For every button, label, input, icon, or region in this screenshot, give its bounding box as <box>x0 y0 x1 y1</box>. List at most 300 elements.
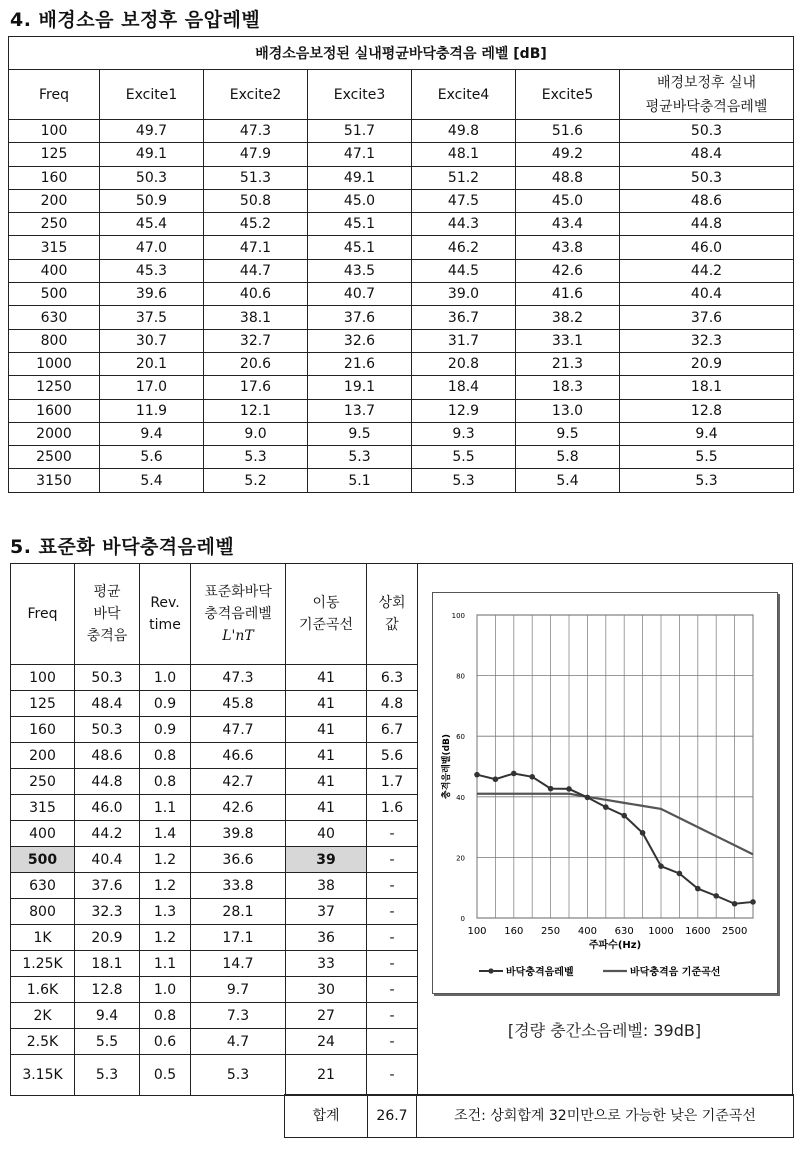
table-cell: 1.2 <box>140 925 191 951</box>
table-cell: 31.7 <box>412 329 516 352</box>
table-cell: 41.6 <box>516 283 620 306</box>
table-cell: 40 <box>286 821 367 847</box>
table-cell: 0.8 <box>140 769 191 795</box>
table-caption: 배경소음보정된 실내평균바닥충격음 레벨 [dB] <box>9 37 794 70</box>
table-cell: 2K <box>11 1003 75 1029</box>
table-cell: 28.1 <box>191 899 286 925</box>
table-cell: 47.9 <box>204 143 308 166</box>
table-cell: 800 <box>11 899 75 925</box>
table-cell: 48.1 <box>412 143 516 166</box>
table-cell: 400 <box>11 821 75 847</box>
table-cell: 33.1 <box>516 329 620 352</box>
table-cell: 44.3 <box>412 213 516 236</box>
table-cell: 9.5 <box>308 422 412 445</box>
table-cell: 44.2 <box>620 259 794 282</box>
table-cell: 48.4 <box>620 143 794 166</box>
table-cell: 1.2 <box>140 873 191 899</box>
y-tick-label: 80 <box>456 672 465 681</box>
table-row <box>9 189 794 212</box>
table-row <box>9 283 794 306</box>
col-header-avg-2: 바닥 <box>93 606 121 622</box>
table-cell: 41 <box>286 795 367 821</box>
col-header-excite4: Excite4 <box>412 70 516 120</box>
table-cell: - <box>367 951 418 977</box>
col-header-excite3: Excite3 <box>308 70 412 120</box>
table-row <box>9 306 794 329</box>
table-cell: 46.6 <box>191 743 286 769</box>
table-cell: 18.4 <box>412 376 516 399</box>
table-cell: 20.1 <box>100 352 204 375</box>
table-cell: 33.8 <box>191 873 286 899</box>
col-header-diff <box>367 564 418 665</box>
table-cell: 51.6 <box>516 120 620 143</box>
table-cell: 500 <box>9 283 100 306</box>
table-cell: 38.1 <box>204 306 308 329</box>
table-cell: 12.1 <box>204 399 308 422</box>
table-cell: 41 <box>286 717 367 743</box>
data-point <box>493 776 499 782</box>
table-cell: 1250 <box>9 376 100 399</box>
table-cell: 12.8 <box>620 399 794 422</box>
table-cell: - <box>367 1003 418 1029</box>
table-cell: 1.6 <box>367 795 418 821</box>
table-cell: 37.6 <box>620 306 794 329</box>
table-cell: 50.3 <box>75 717 140 743</box>
table-cell: 1.0 <box>140 977 191 1003</box>
table-row <box>11 951 418 977</box>
col-header-std-1: 표준화바닥 <box>204 584 272 600</box>
table-cell: 37 <box>286 899 367 925</box>
data-point <box>511 771 517 777</box>
table-cell: - <box>367 977 418 1003</box>
table-cell: 40.4 <box>620 283 794 306</box>
col-header-rev <box>140 564 191 665</box>
table-cell: 48.6 <box>75 743 140 769</box>
data-point <box>585 795 591 801</box>
col-header-ref <box>286 564 367 665</box>
table-cell: 6.7 <box>367 717 418 743</box>
table-row <box>9 469 794 492</box>
table-cell: 630 <box>11 873 75 899</box>
data-point <box>640 830 646 836</box>
table-row <box>11 821 418 847</box>
table-cell: 44.2 <box>75 821 140 847</box>
section5-title: 5. 표준화 바닥충격음레벨 <box>10 536 235 558</box>
table-row <box>11 1029 418 1055</box>
table-cell: 1K <box>11 925 75 951</box>
table-row <box>9 166 794 189</box>
table-cell: 5.3 <box>620 469 794 492</box>
table-row <box>9 236 794 259</box>
table-cell: 39 <box>286 847 367 873</box>
x-tick-label: 400 <box>577 926 597 937</box>
table-cell: 32.3 <box>620 329 794 352</box>
table-row <box>11 769 418 795</box>
table-cell: 100 <box>11 665 75 691</box>
table-cell: 47.3 <box>191 665 286 691</box>
sum-value: 26.7 <box>368 1095 417 1137</box>
floor-impact-note: [경량 충간소음레벨: 39dB] <box>507 1021 702 1040</box>
table-cell: 800 <box>9 329 100 352</box>
col-header-average-line2: 평균바닥충격음레벨 <box>645 98 768 115</box>
table-cell: 49.1 <box>308 166 412 189</box>
table-cell: 36.7 <box>412 306 516 329</box>
table-cell: 38.2 <box>516 306 620 329</box>
y-tick-label: 20 <box>456 854 465 863</box>
table-cell: 40.6 <box>204 283 308 306</box>
table-row <box>9 422 794 445</box>
table-cell: 1.0 <box>140 665 191 691</box>
table-cell: 33 <box>286 951 367 977</box>
table-cell: 45.0 <box>516 189 620 212</box>
table-row <box>9 213 794 236</box>
table-cell: 1.1 <box>140 951 191 977</box>
table-cell: 20.9 <box>620 352 794 375</box>
table-cell: 49.7 <box>100 120 204 143</box>
legend-label-reference: 바닥충격음 기준곡선 <box>630 967 721 978</box>
table-cell: 0.8 <box>140 743 191 769</box>
x-tick-label: 250 <box>541 926 561 937</box>
table-cell: 39.0 <box>412 283 516 306</box>
table-cell: 1.2 <box>140 847 191 873</box>
table-cell: - <box>367 847 418 873</box>
table-cell: 43.8 <box>516 236 620 259</box>
table-cell: 20.8 <box>412 352 516 375</box>
table-cell: 5.5 <box>620 446 794 469</box>
plot-area <box>477 615 753 918</box>
table-cell: 20.9 <box>75 925 140 951</box>
table-cell: 12.9 <box>412 399 516 422</box>
table-cell: 45.3 <box>100 259 204 282</box>
table-cell: 400 <box>9 259 100 282</box>
data-point <box>658 863 664 869</box>
table-cell: 21.6 <box>308 352 412 375</box>
table-cell: 6.3 <box>367 665 418 691</box>
table-cell: 47.1 <box>308 143 412 166</box>
table-cell: 21.3 <box>516 352 620 375</box>
table-cell: 1000 <box>9 352 100 375</box>
table-cell: 50.9 <box>100 189 204 212</box>
table-cell: 4.7 <box>191 1029 286 1055</box>
table-cell: 20.6 <box>204 352 308 375</box>
table-cell: 24 <box>286 1029 367 1055</box>
table-cell: 7.3 <box>191 1003 286 1029</box>
x-tick-label: 160 <box>504 926 524 937</box>
data-point <box>732 901 738 907</box>
table-cell: 32.7 <box>204 329 308 352</box>
table-cell: 4.8 <box>367 691 418 717</box>
table-cell: 1.1 <box>140 795 191 821</box>
table-cell: 2.5K <box>11 1029 75 1055</box>
table-row <box>11 1055 418 1096</box>
table-cell: 5.8 <box>516 446 620 469</box>
table-cell: 9.4 <box>100 422 204 445</box>
table-row <box>11 873 418 899</box>
y-axis-label: 충격음레벨(dB) <box>442 734 452 799</box>
data-point <box>548 786 554 792</box>
table-cell: 500 <box>11 847 75 873</box>
table-cell: 17.1 <box>191 925 286 951</box>
table-row <box>11 977 418 1003</box>
table-cell: 41 <box>286 769 367 795</box>
table-cell: 51.2 <box>412 166 516 189</box>
table-cell: 2500 <box>9 446 100 469</box>
table-cell: 0.9 <box>140 691 191 717</box>
x-tick-label: 1000 <box>648 926 674 937</box>
condition-text: 조건: 상회합계 32미만으로 가능한 낮은 기준곡선 <box>454 1108 756 1124</box>
table-cell: 19.1 <box>308 376 412 399</box>
table-cell: 45.1 <box>308 236 412 259</box>
table-cell: 5.6 <box>100 446 204 469</box>
table-cell: 51.7 <box>308 120 412 143</box>
table-row <box>11 665 418 691</box>
col-header-freq: Freq <box>11 564 75 665</box>
table-cell: 0.6 <box>140 1029 191 1055</box>
table-cell: - <box>367 925 418 951</box>
table-cell: 41 <box>286 743 367 769</box>
table-cell: 48.4 <box>75 691 140 717</box>
table-cell: 37.5 <box>100 306 204 329</box>
table-cell: 49.8 <box>412 120 516 143</box>
table-cell: 42.6 <box>516 259 620 282</box>
col-header-avg-3: 충격음 <box>86 628 128 644</box>
x-tick-label: 2500 <box>721 926 748 937</box>
table-cell: 45.1 <box>308 213 412 236</box>
chart <box>432 592 778 994</box>
col-header-std-2: 충격음레벨 <box>204 606 272 622</box>
data-point <box>603 804 609 810</box>
col-header-ref-2: 기준곡선 <box>298 617 354 633</box>
table-cell: 9.7 <box>191 977 286 1003</box>
data-point <box>566 786 572 792</box>
table-cell: 315 <box>9 236 100 259</box>
table-cell: 5.1 <box>308 469 412 492</box>
table-cell: 2000 <box>9 422 100 445</box>
table-cell: 39.6 <box>100 283 204 306</box>
data-point <box>750 899 756 905</box>
table-row <box>11 847 418 873</box>
table-cell: 48.8 <box>516 166 620 189</box>
table-cell: 47.3 <box>204 120 308 143</box>
col-header-rev-2: time <box>149 617 181 633</box>
table-row <box>11 717 418 743</box>
table-cell: 5.3 <box>412 469 516 492</box>
table-cell: 46.0 <box>620 236 794 259</box>
sum-label: 합계 <box>285 1095 368 1137</box>
table-cell: 250 <box>9 213 100 236</box>
table-cell: 45.2 <box>204 213 308 236</box>
table-cell: 17.6 <box>204 376 308 399</box>
table-cell: 50.3 <box>75 665 140 691</box>
table-cell: 5.2 <box>204 469 308 492</box>
table-cell: 18.1 <box>620 376 794 399</box>
table-cell: 9.5 <box>516 422 620 445</box>
table-cell: 315 <box>11 795 75 821</box>
table-cell: 50.8 <box>204 189 308 212</box>
table-cell: 49.1 <box>100 143 204 166</box>
y-tick-label: 40 <box>456 793 465 802</box>
table-cell: 46.2 <box>412 236 516 259</box>
table-cell: 9.0 <box>204 422 308 445</box>
table-row <box>9 399 794 422</box>
table-cell: 5.3 <box>191 1055 286 1096</box>
data-point <box>695 886 701 892</box>
table-cell: 41 <box>286 691 367 717</box>
table-cell: 51.3 <box>204 166 308 189</box>
col-header-avg-1: 평균 <box>93 584 121 600</box>
x-tick-label: 630 <box>614 926 634 937</box>
table-cell: 41 <box>286 665 367 691</box>
table-cell: 45.8 <box>191 691 286 717</box>
corrected-level-table <box>8 36 794 493</box>
table-cell: 160 <box>9 166 100 189</box>
table-cell: 9.4 <box>620 422 794 445</box>
table-cell: 42.6 <box>191 795 286 821</box>
table-cell: 27 <box>286 1003 367 1029</box>
table-cell: 38 <box>286 873 367 899</box>
table-cell: 1.25K <box>11 951 75 977</box>
col-header-avg <box>75 564 140 665</box>
table-cell: 47.5 <box>412 189 516 212</box>
table-cell: 47.0 <box>100 236 204 259</box>
table-cell: 1600 <box>9 399 100 422</box>
table-cell: 40.7 <box>308 283 412 306</box>
table-cell: 50.3 <box>620 120 794 143</box>
table-cell: 250 <box>11 769 75 795</box>
table-cell: 1.3 <box>140 899 191 925</box>
col-header-std-symbol: L'nT <box>222 628 254 644</box>
table-cell: 11.9 <box>100 399 204 422</box>
col-header-diff-2: 값 <box>385 617 399 633</box>
table-cell: 5.3 <box>204 446 308 469</box>
table-cell: 18.1 <box>75 951 140 977</box>
data-point <box>529 774 535 780</box>
table-cell: 47.1 <box>204 236 308 259</box>
table-row <box>9 259 794 282</box>
table-cell: 21 <box>286 1055 367 1096</box>
table-cell: 125 <box>9 143 100 166</box>
table-cell: 39.8 <box>191 821 286 847</box>
table-cell: 40.4 <box>75 847 140 873</box>
table-cell: - <box>367 821 418 847</box>
table-cell: 5.5 <box>75 1029 140 1055</box>
x-tick-label: 100 <box>467 926 487 937</box>
table-cell: 44.8 <box>620 213 794 236</box>
col-header-excite1: Excite1 <box>100 70 204 120</box>
legend-marker-measured <box>488 968 493 973</box>
table-cell: 36 <box>286 925 367 951</box>
table-row <box>9 120 794 143</box>
table-cell: 36.6 <box>191 847 286 873</box>
table-cell: 47.7 <box>191 717 286 743</box>
table-row <box>9 329 794 352</box>
standardized-level-table <box>10 563 418 1096</box>
table-cell: 100 <box>9 120 100 143</box>
table-cell: - <box>367 1055 418 1096</box>
table-cell: 44.7 <box>204 259 308 282</box>
col-header-ref-1: 이동 <box>312 595 340 611</box>
table-row <box>9 376 794 399</box>
table-row <box>11 691 418 717</box>
table-row <box>9 143 794 166</box>
table-cell: 50.3 <box>620 166 794 189</box>
table-cell: 5.6 <box>367 743 418 769</box>
table-cell: 30 <box>286 977 367 1003</box>
y-tick-label: 100 <box>451 612 465 620</box>
table-cell: 12.8 <box>75 977 140 1003</box>
data-point <box>621 813 627 819</box>
table-cell: 14.7 <box>191 951 286 977</box>
table-cell: 200 <box>11 743 75 769</box>
col-header-rev-1: Rev. <box>150 595 180 611</box>
table-row <box>11 743 418 769</box>
table-cell: 5.4 <box>516 469 620 492</box>
data-point <box>677 871 683 877</box>
table-cell: 44.8 <box>75 769 140 795</box>
table-cell: 5.4 <box>100 469 204 492</box>
table-row <box>11 1003 418 1029</box>
table-cell: - <box>367 899 418 925</box>
table-cell: 37.6 <box>75 873 140 899</box>
col-header-excite2: Excite2 <box>204 70 308 120</box>
table-cell: 630 <box>9 306 100 329</box>
table-cell: 1.7 <box>367 769 418 795</box>
table-cell: 17.0 <box>100 376 204 399</box>
table-cell: 43.5 <box>308 259 412 282</box>
table-cell: 9.3 <box>412 422 516 445</box>
table-cell: 45.0 <box>308 189 412 212</box>
col-header-std <box>191 564 286 665</box>
table-row <box>11 795 418 821</box>
table-cell: 32.3 <box>75 899 140 925</box>
table-row <box>11 925 418 951</box>
table-cell: 45.4 <box>100 213 204 236</box>
table-cell: 44.5 <box>412 259 516 282</box>
table-cell: 1.4 <box>140 821 191 847</box>
col-header-average <box>620 70 794 120</box>
table-cell: - <box>367 873 418 899</box>
table-cell: 5.5 <box>412 446 516 469</box>
table-cell: 5.3 <box>75 1055 140 1096</box>
table-cell: 13.0 <box>516 399 620 422</box>
data-point <box>713 893 719 899</box>
table-cell: 3150 <box>9 469 100 492</box>
col-header-diff-1: 상회 <box>378 595 406 611</box>
table-row <box>11 899 418 925</box>
table-cell: 18.3 <box>516 376 620 399</box>
table-cell: 32.6 <box>308 329 412 352</box>
section4-title: 4. 배경소음 보정후 음압레벨 <box>10 9 261 31</box>
table-cell: 46.0 <box>75 795 140 821</box>
table-footer <box>284 1094 794 1138</box>
table-cell: 37.6 <box>308 306 412 329</box>
table-cell: 3.15K <box>11 1055 75 1096</box>
table-cell: 0.5 <box>140 1055 191 1096</box>
table-cell: 49.2 <box>516 143 620 166</box>
x-axis-label: 주파수(Hz) <box>588 940 642 951</box>
table-cell: 200 <box>9 189 100 212</box>
table-cell: 5.3 <box>308 446 412 469</box>
col-header-average-line1: 배경보정후 실내 <box>656 74 757 91</box>
table-cell: 48.6 <box>620 189 794 212</box>
table-cell: - <box>367 1029 418 1055</box>
table-cell: 30.7 <box>100 329 204 352</box>
table-cell: 43.4 <box>516 213 620 236</box>
col-header-freq: Freq <box>9 70 100 120</box>
table-cell: 1.6K <box>11 977 75 1003</box>
table-cell: 42.7 <box>191 769 286 795</box>
col-header-excite5: Excite5 <box>516 70 620 120</box>
